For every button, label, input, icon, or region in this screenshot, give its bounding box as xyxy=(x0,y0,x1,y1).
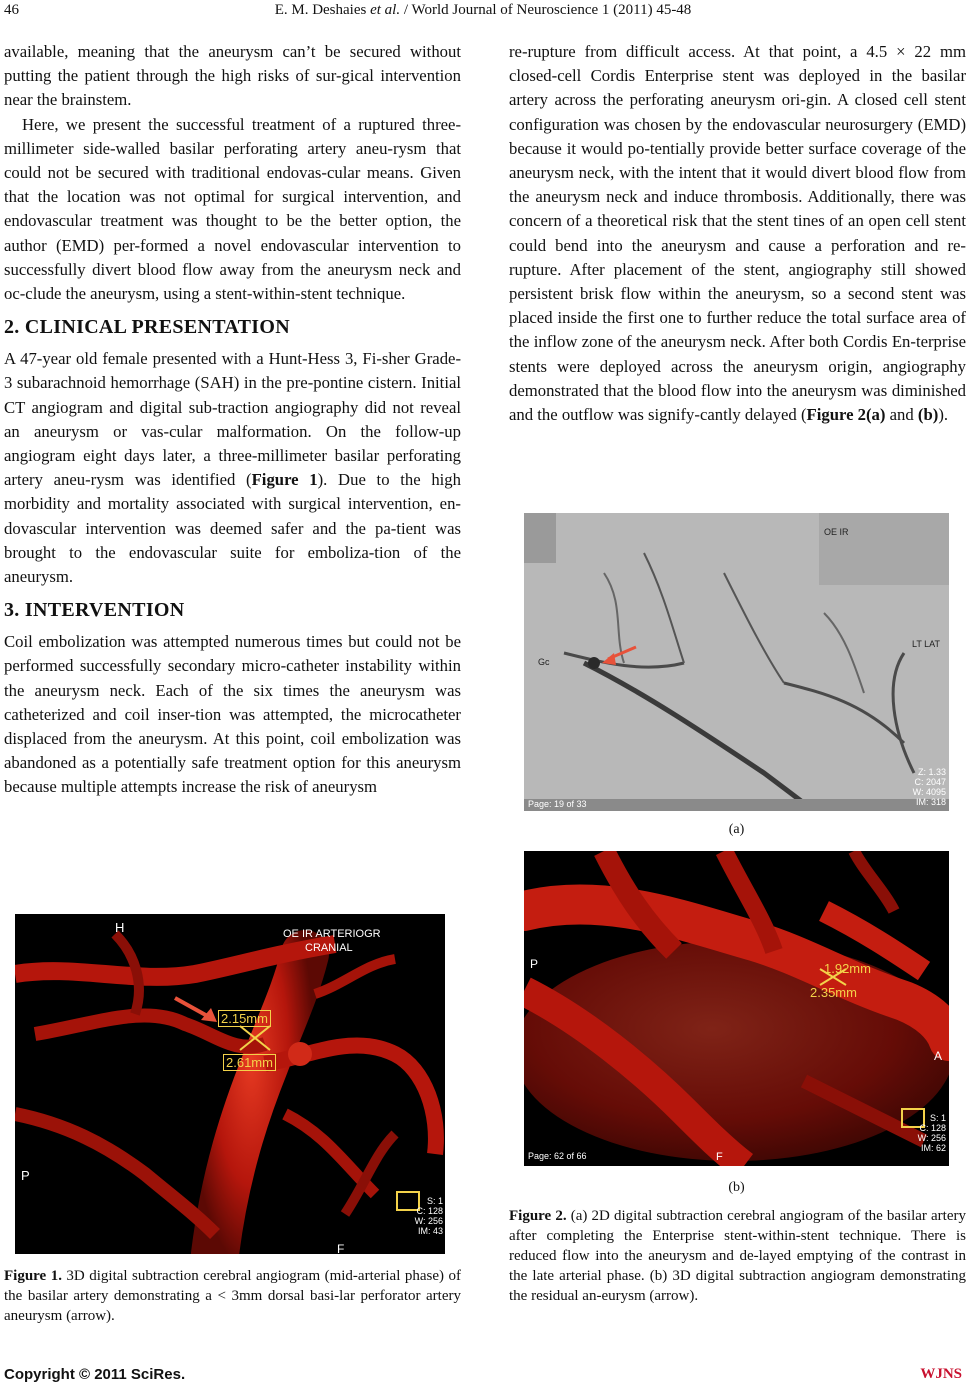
page-footer xyxy=(0,1366,966,1386)
figure-overlay-text: F xyxy=(337,1242,345,1254)
right-column xyxy=(509,40,966,427)
figure-2b-image xyxy=(524,851,949,1166)
figure-overlay-text: C: 128 xyxy=(919,1123,946,1133)
figure-1-angiogram xyxy=(15,914,445,1254)
page-header xyxy=(0,2,966,22)
paragraph-text: ). xyxy=(938,405,949,425)
figure-overlay-text: OE IR xyxy=(824,527,849,537)
figure-overlay-text: W: 256 xyxy=(414,1216,443,1226)
figure-2-caption xyxy=(509,1206,966,1306)
figure-overlay-text: Page: 19 of 33 xyxy=(528,799,587,809)
figure-overlay-text: CRANIAL xyxy=(305,942,353,954)
paragraph-text: ). Due to the high morbidity and mortality associated with surgical intervention, en-dovascular intervention was deemed safer and the pa-tient was brought to the endovascular suite for emboliza-tion of the aneurysm. xyxy=(4,470,461,587)
figure-overlay-text: Gc xyxy=(538,657,550,667)
caption-text: (a) 2D digital subtraction cerebral angiogram of the basilar artery after completing the Enterprise stent-within-stent technique. There is reduced flow into the aneurysm and de-layed emptying of the contrast in the late arterial phase. (b) 3D digital subtraction angiogram demonstrating the residual an-eurysm (arrow). xyxy=(509,1208,966,1304)
paragraph: Coil embolization was attempted numerous times but could not be performed successfully secondary micro-catheter instability within the aneurysm neck. Each of the six times the aneurysm was catheterized and coil inser-tion was attempted, the microcatheter displaced from the aneurysm. At this point, coil embolization was abandoned as a potentially safe treatment option for this aneurysm because multiple attempts increase the risk of aneurysm xyxy=(4,632,461,797)
figure-overlay-info xyxy=(900,767,946,807)
figure-2a-angiogram xyxy=(524,513,949,811)
figure-overlay-text: S: 1 xyxy=(929,1113,946,1123)
section-heading: 3. INTERVENTION xyxy=(4,599,185,622)
caption-text: 3D digital subtraction cerebral angiogram (mid-arterial phase) of the basilar artery demonstrating a < 3mm dorsal basi-lar perforator artery aneurysm (arrow). xyxy=(4,1268,461,1324)
measurement-label: 2.15mm xyxy=(218,1010,271,1027)
figure-overlay-info xyxy=(900,1113,946,1153)
figure-overlay-text: IM: 318 xyxy=(915,797,946,807)
figure-2b-label: (b) xyxy=(728,1180,745,1195)
figure-overlay-info xyxy=(403,1196,443,1236)
figure-ref: Figure 2(a) xyxy=(806,405,886,425)
figure-overlay-text: OE IR ARTERIOGR xyxy=(283,928,381,940)
measurement-label: 1.92mm xyxy=(824,961,871,976)
paragraph xyxy=(4,347,461,589)
figure-overlay-text: IM: 62 xyxy=(920,1143,946,1153)
running-head xyxy=(0,2,966,19)
left-column xyxy=(4,40,461,800)
figure-overlay-text: C: 2047 xyxy=(914,777,946,787)
paragraph-text: re-rupture from difficult access. At that point, a 4.5 × 22 mm closed-cell Cordis Enterprise stent was deployed in the basilar artery across the perforating aneurysm ori-gin. A closed cell stent configuration was chosen by the endovascular neurosurgery (EMD) because it would po-tentially provide better surface coverage of the aneurysm neck, with the intent that it would divert blood flow from the aneurysm neck and induce thrombosis. Additionally, there was concern of a theoretical risk that the stent tines of an open cell stent could bend into the aneurysm and cause a perforation and re-rupture. After placement of the stent, angiography still showed persistent brisk flow within the aneurysm, so a second stent was placed inside the first one to further reduce the total surface area of the inflow zone of the aneurysm neck. After both Cordis En-terprise stents were deployed across the aneurysm origin, angiography demonstrated that the blood flow into the aneurysm was diminished and the outflow was signify-cantly delayed ( xyxy=(509,42,966,425)
paragraph xyxy=(509,40,966,427)
figure-1-image xyxy=(15,914,445,1254)
running-head-journal: / World Journal of Neuroscience 1 (2011) 45-48 xyxy=(403,2,692,18)
measurement-label: 2.35mm xyxy=(810,985,857,1000)
figure-overlay-text: H xyxy=(115,920,125,935)
figure-overlay-text: Z: 1.33 xyxy=(917,767,946,777)
figure-overlay-text: P xyxy=(530,957,539,971)
paragraph: Here, we present the successful treatment of a ruptured three-millimeter side-walled basilar perforating artery aneu-rysm that could not be secured with traditional endovas-cular means. Given that the location was not optimal for surgical intervention, and endovascular treatment was thought to be the better option, the author (EMD) per-formed a novel endovascular intervention to successfully divert blood flow away from the aneurysm neck and oc-clude the aneurysm, using a stent-within-stent technique. xyxy=(4,114,461,304)
figure-overlay-text: P xyxy=(21,1168,30,1183)
figure-overlay-text: C: 128 xyxy=(416,1206,443,1216)
figure-overlay-text: IM: 43 xyxy=(417,1226,443,1236)
figure-2a-label: (a) xyxy=(728,822,745,837)
section-heading: 2. CLINICAL PRESENTATION xyxy=(4,316,290,339)
figure-2a-image xyxy=(524,513,949,811)
figure-overlay-text: LT LAT xyxy=(912,639,941,649)
figure-overlay-text: A xyxy=(934,1049,943,1063)
figure-1-caption xyxy=(4,1266,461,1326)
figure-ref: Figure 1 xyxy=(251,470,318,490)
running-head-etal: et al. xyxy=(370,2,401,18)
figure-overlay-text: S: 1 xyxy=(426,1196,443,1206)
figure-overlay-text: Page: 62 of 66 xyxy=(528,1151,587,1161)
measurement-label: 2.61mm xyxy=(223,1054,276,1071)
paragraph: available, meaning that the aneurysm can’t be secured without putting the patient through the high risks of sur-gical intervention near the brainstem. xyxy=(4,42,461,110)
figure-overlay-text: W: 4095 xyxy=(912,787,946,797)
figure-overlay-text: F xyxy=(716,1151,723,1163)
paragraph-text: A 47-year old female presented with a Hunt-Hess 3, Fi-sher Grade-3 subarachnoid hemorrhage (SAH) in the pre-pontine cistern. Initial CT angiogram and digital sub-traction angiography did not reveal an aneurysm or vas-cular malformation. On the follow-up angiogram eight days later, a three-millimeter basilar perforating artery aneu-rysm was identified ( xyxy=(4,349,461,490)
caption-label: Figure 1. xyxy=(4,1268,62,1284)
journal-abbreviation: WJNS xyxy=(920,1366,962,1382)
copyright-notice: Copyright © 2011 SciRes. xyxy=(4,1366,186,1383)
running-head-authors: E. M. Deshaies xyxy=(274,2,367,18)
figure-2b-angiogram xyxy=(524,851,949,1166)
figure-ref: (b) xyxy=(917,405,939,425)
caption-label: Figure 2. xyxy=(509,1208,567,1224)
page-number: 46 xyxy=(4,2,19,18)
figure-overlay-text: W: 256 xyxy=(917,1133,946,1143)
paragraph-text: and xyxy=(885,405,918,425)
